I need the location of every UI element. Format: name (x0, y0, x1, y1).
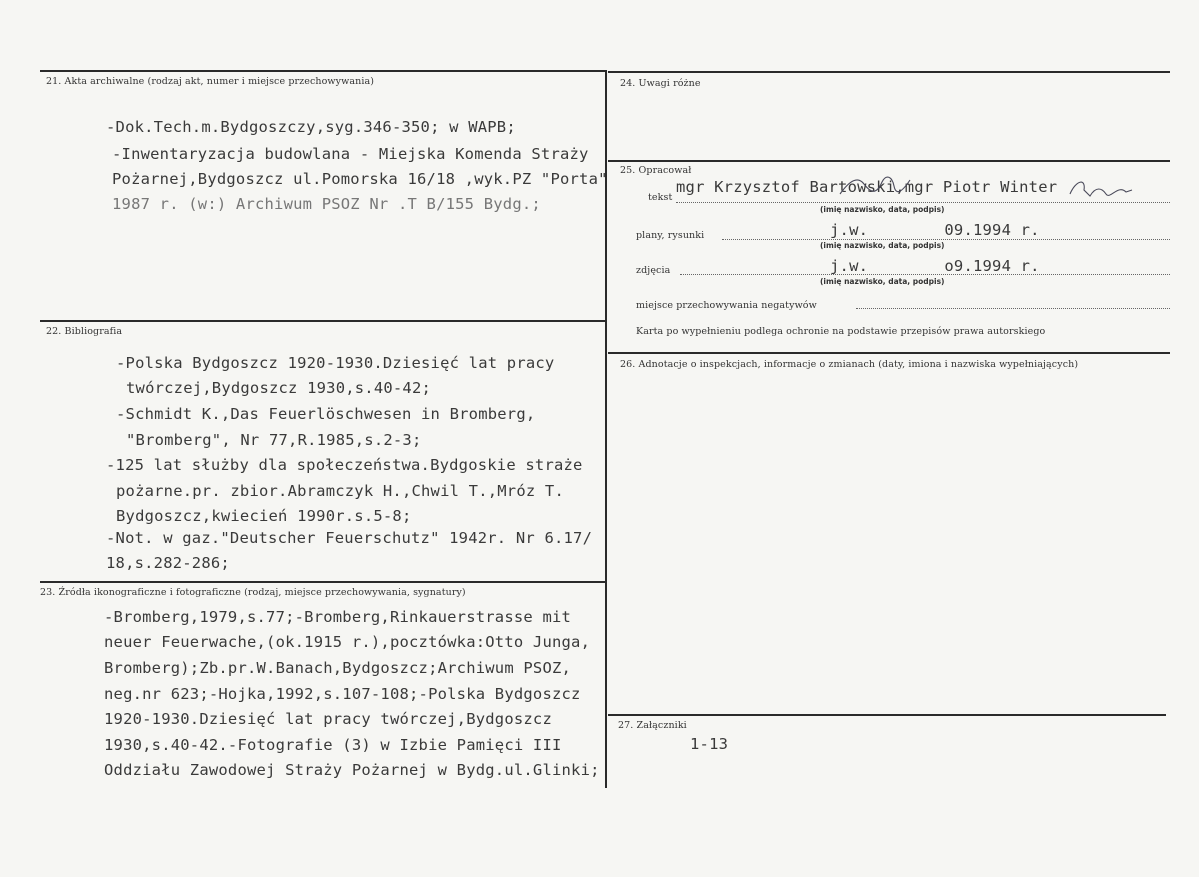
plany-label: plany, rysunki (636, 230, 705, 241)
section-23-line-4: neg.nr 623;-Hojka,1992,s.107-108;-Polska Bydgoszcz (104, 685, 581, 703)
signature-bartowski (836, 170, 916, 200)
top-rule-left (40, 70, 606, 72)
zdjecia-caption: (imię nazwisko, data, podpis) (820, 277, 945, 286)
section-23-line-6: 1930,s.40-42.-Fotografie (3) w Izbie Pamięci III (104, 736, 562, 754)
copyright-notice: Karta po wypełnieniu podlega ochronie na podstawie przepisów prawa autorskiego (636, 326, 1046, 337)
section-21-label: 21. Akta archiwalne (rodzaj akt, numer i miejsce przechowywania) (46, 76, 375, 87)
zdjecia-value: j.w. o9.1994 r. (830, 257, 1040, 275)
section-22-line-8: -Not. w gaz."Deutscher Feuerschutz" 1942r. Nr 6.17/ (106, 529, 593, 547)
rule-22-top (40, 320, 606, 322)
section-27-value: 1-13 (690, 735, 729, 753)
zdjecia-label: zdjęcia (636, 265, 671, 276)
plany-caption: (imię nazwisko, data, podpis) (820, 241, 945, 250)
plany-line (722, 239, 1170, 240)
section-22-line-6: pożarne.pr. zbior.Abramczyk H.,Chwil T.,Mróz T. (116, 482, 564, 500)
section-22-line-1: -Polska Bydgoszcz 1920-1930.Dziesięć lat pracy (116, 354, 555, 372)
section-23-line-1: -Bromberg,1979,s.77;-Bromberg,Rinkauerstrasse mit (104, 608, 572, 626)
section-22-line-4: "Bromberg", Nr 77,R.1985,s.2-3; (126, 431, 422, 449)
section-21-line-2: -Inwentaryzacja budowlana - Miejska Komenda Straży (112, 145, 589, 163)
top-rule-right (608, 71, 1170, 73)
section-21-line-4: 1987 r. (w:) Archiwum PSOZ Nr .T B/155 Bydg.; (112, 195, 541, 213)
tekst-caption: (imię nazwisko, data, podpis) (820, 205, 945, 214)
rule-27-top (608, 714, 1166, 716)
rule-25-top (608, 160, 1170, 162)
section-21-line-1: -Dok.Tech.m.Bydgoszczy,syg.346-350; w WAPB; (106, 118, 516, 136)
section-23-line-3: Bromberg);Zb.pr.W.Banach,Bydgoszcz;Archiwum PSOZ, (104, 659, 572, 677)
tekst-label: tekst (648, 192, 673, 203)
negatywy-line (856, 308, 1170, 309)
section-26-label: 26. Adnotacje o inspekcjach, informacje o zmianach (daty, imiona i nazwiska wypełniających) (620, 359, 1079, 370)
section-22-line-7: Bydgoszcz,kwiecień 1990r.s.5-8; (116, 507, 412, 525)
tekst-value: mgr Krzysztof Bartowski,mgr Piotr Winter (676, 178, 1058, 196)
section-23-line-5: 1920-1930.Dziesięć lat pracy twórczej,Bydgoszcz (104, 710, 552, 728)
tekst-line (676, 202, 1170, 203)
negatywy-label: miejsce przechowywania negatywów (636, 300, 817, 311)
section-21-line-3: Pożarnej,Bydgoszcz ul.Pomorska 16/18 ,wyk.PZ "Porta" (112, 170, 608, 188)
plany-value: j.w. 09.1994 r. (830, 221, 1040, 239)
section-24-label: 24. Uwagi różne (620, 78, 701, 89)
section-22-label: 22. Bibliografia (46, 326, 123, 337)
section-22-line-3: -Schmidt K.,Das Feuerlöschwesen in Bromberg, (116, 405, 536, 423)
rule-23-top (40, 581, 606, 583)
section-23-label: 23. Źródła ikonograficzne i fotograficzne (rodzaj, miejsce przechowywania, sygnatury) (40, 587, 466, 598)
rule-26-top (608, 352, 1170, 354)
section-27-label: 27. Załączniki (618, 720, 687, 731)
section-22-line-9: 18,s.282-286; (106, 554, 230, 572)
signature-winter (1066, 176, 1136, 202)
section-23-line-7: Oddziału Zawodowej Straży Pożarnej w Bydg.ul.Glinki; (104, 761, 600, 779)
section-25-label: 25. Opracował (620, 165, 692, 176)
section-22-line-2: twórczej,Bydgoszcz 1930,s.40-42; (126, 379, 432, 397)
section-22-line-5: -125 lat służby dla społeczeństwa.Bydgoskie straże (106, 456, 583, 474)
section-23-line-2: neuer Feuerwache,(ok.1915 r.),pocztówka:Otto Junga, (104, 633, 591, 651)
